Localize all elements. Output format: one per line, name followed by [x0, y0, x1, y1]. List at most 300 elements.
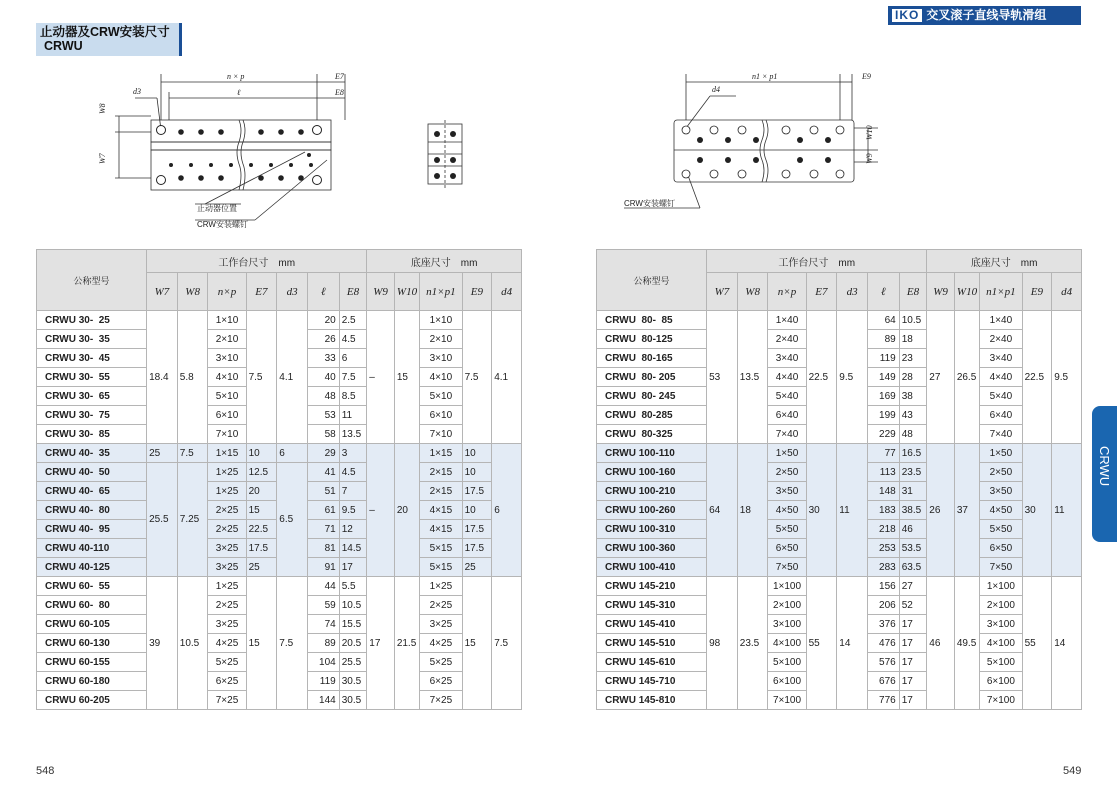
cell-l: 199 [867, 406, 899, 425]
cell-e8: 7.5 [339, 368, 367, 387]
cell-np: 3×25 [208, 539, 246, 558]
dim-e9-label: E9 [862, 72, 871, 81]
cell-np: 1×25 [208, 482, 246, 501]
cell-n1p1: 3×10 [420, 349, 462, 368]
cell-model: CRWU 60-205 [37, 691, 147, 710]
cell-n1p1: 3×100 [980, 615, 1022, 634]
cell-l: 81 [307, 539, 339, 558]
col-header-e9: E9 [1022, 273, 1052, 311]
cell-e7: 22.5 [246, 520, 277, 539]
col-header-w8: W8 [177, 273, 208, 311]
cell-w9: 26 [927, 444, 955, 577]
cell-e8: 4.5 [339, 330, 367, 349]
cell-w9: 46 [927, 577, 955, 710]
crw-screw-label-right: CRW安装螺钉 [624, 199, 675, 208]
cell-n1p1: 1×15 [420, 444, 462, 463]
cell-np: 1×15 [208, 444, 246, 463]
work-header: 工作台尺寸 mm [147, 250, 367, 273]
cell-l: 89 [307, 634, 339, 653]
cell-e7: 22.5 [806, 311, 837, 444]
cell-e8: 6 [339, 349, 367, 368]
cell-model: CRWU 100-160 [597, 463, 707, 482]
cell-l: 149 [867, 368, 899, 387]
cell-d3: 6.5 [277, 463, 308, 577]
cell-n1p1: 1×50 [980, 444, 1022, 463]
cell-w10: 26.5 [954, 311, 979, 444]
cell-w7: 25.5 [147, 463, 178, 577]
cell-e9: 15 [462, 577, 492, 710]
col-header-d4: d4 [1052, 273, 1082, 311]
cell-l: 376 [867, 615, 899, 634]
cell-np: 2×25 [208, 520, 246, 539]
dim-d4-label: d4 [712, 85, 720, 94]
cell-e7: 20 [246, 482, 277, 501]
cell-l: 74 [307, 615, 339, 634]
cell-e9: 17.5 [462, 520, 492, 539]
cell-d3: 4.1 [277, 311, 308, 444]
cell-w8: 23.5 [737, 577, 768, 710]
cell-e8: 38.5 [899, 501, 927, 520]
cell-e8: 17 [899, 615, 927, 634]
cell-l: 41 [307, 463, 339, 482]
dim-w9-label: W9 [865, 153, 874, 164]
cell-n1p1: 7×40 [980, 425, 1022, 444]
cell-e8: 17 [899, 634, 927, 653]
cell-model: CRWU 80- 205 [597, 368, 707, 387]
cell-np: 3×40 [768, 349, 806, 368]
cell-np: 2×40 [768, 330, 806, 349]
cell-np: 6×50 [768, 539, 806, 558]
table-row [37, 444, 522, 463]
cell-l: 58 [307, 425, 339, 444]
cell-l: 119 [307, 672, 339, 691]
cell-l: 676 [867, 672, 899, 691]
cell-model: CRWU 30- 75 [37, 406, 147, 425]
cell-l: 156 [867, 577, 899, 596]
col-header-e8: E8 [339, 273, 367, 311]
col-header-np: n×p [208, 273, 246, 311]
cell-np: 1×50 [768, 444, 806, 463]
col-header-e9: E9 [462, 273, 492, 311]
cell-e8: 46 [899, 520, 927, 539]
cell-model: CRWU 100-260 [597, 501, 707, 520]
cell-np: 6×10 [208, 406, 246, 425]
cell-model: CRWU 100-310 [597, 520, 707, 539]
cell-np: 5×40 [768, 387, 806, 406]
cell-l: 776 [867, 691, 899, 710]
base-header: 底座尺寸 mm [927, 250, 1082, 273]
cell-model: CRWU 40- 50 [37, 463, 147, 482]
cell-np: 5×100 [768, 653, 806, 672]
cell-l: 218 [867, 520, 899, 539]
cell-model: CRWU 60-155 [37, 653, 147, 672]
cell-np: 6×100 [768, 672, 806, 691]
cell-e8: 4.5 [339, 463, 367, 482]
cell-model: CRWU 145-410 [597, 615, 707, 634]
cell-model: CRWU 80-165 [597, 349, 707, 368]
cell-e9: 17.5 [462, 539, 492, 558]
cell-d4: 9.5 [1052, 311, 1082, 444]
cell-l: 29 [307, 444, 339, 463]
cell-n1p1: 5×50 [980, 520, 1022, 539]
cell-d3: 6 [277, 444, 308, 463]
side-index-tab[interactable] [1092, 406, 1117, 542]
cell-model: CRWU 60-180 [37, 672, 147, 691]
cell-np: 2×25 [208, 501, 246, 520]
cell-e8: 43 [899, 406, 927, 425]
cell-model: CRWU 60-105 [37, 615, 147, 634]
cell-e9: 7.5 [462, 311, 492, 444]
cell-w7: 39 [147, 577, 178, 710]
cell-e7: 15 [246, 501, 277, 520]
cell-e8: 23 [899, 349, 927, 368]
cell-np: 1×25 [208, 463, 246, 482]
cell-n1p1: 1×25 [420, 577, 462, 596]
col-header-l: ℓ [867, 273, 899, 311]
cell-np: 3×10 [208, 349, 246, 368]
cell-n1p1: 7×100 [980, 691, 1022, 710]
dim-np-label: n × p [227, 72, 245, 81]
cell-w9: 17 [367, 577, 395, 710]
cell-e8: 11 [339, 406, 367, 425]
cell-l: 89 [867, 330, 899, 349]
cell-e8: 17 [899, 691, 927, 710]
col-header-w9: W9 [927, 273, 955, 311]
cell-np: 7×100 [768, 691, 806, 710]
cell-model: CRWU 100-410 [597, 558, 707, 577]
col-header-e7: E7 [246, 273, 277, 311]
cell-np: 1×40 [768, 311, 806, 330]
drawing-left-top-view [95, 70, 365, 230]
cell-e8: 38 [899, 387, 927, 406]
cell-e8: 25.5 [339, 653, 367, 672]
cell-n1p1: 3×50 [980, 482, 1022, 501]
cell-e8: 20.5 [339, 634, 367, 653]
cell-l: 61 [307, 501, 339, 520]
cell-n1p1: 7×10 [420, 425, 462, 444]
cell-l: 53 [307, 406, 339, 425]
cell-w9: 27 [927, 311, 955, 444]
cell-e8: 30.5 [339, 672, 367, 691]
cell-l: 148 [867, 482, 899, 501]
brand-text: 交叉滚子直线导轨滑组 [926, 8, 1047, 22]
brand-logo: IKO [892, 9, 922, 22]
cell-model: CRWU 100-360 [597, 539, 707, 558]
cell-e7: 7.5 [246, 311, 277, 444]
cell-n1p1: 4×50 [980, 501, 1022, 520]
cell-model: CRWU 30- 45 [37, 349, 147, 368]
cell-np: 1×25 [208, 577, 246, 596]
cell-n1p1: 5×25 [420, 653, 462, 672]
cell-n1p1: 5×15 [420, 539, 462, 558]
cell-e8: 48 [899, 425, 927, 444]
col-header-n1p1: n1×p1 [420, 273, 462, 311]
dim-e8-label: E8 [335, 88, 344, 97]
cell-w7: 64 [707, 444, 738, 577]
cell-model: CRWU 145-210 [597, 577, 707, 596]
cell-e9: 55 [1022, 577, 1052, 710]
stopper-position-label: 止动器位置 [197, 204, 237, 213]
cell-model: CRWU 145-310 [597, 596, 707, 615]
cell-w7: 25 [147, 444, 178, 463]
cell-w8: 7.25 [177, 463, 208, 577]
cell-np: 3×50 [768, 482, 806, 501]
cell-n1p1: 5×100 [980, 653, 1022, 672]
cell-d4: 4.1 [492, 311, 522, 444]
cell-np: 3×25 [208, 615, 246, 634]
section-title-line2: CRWU [44, 39, 83, 53]
cell-np: 1×100 [768, 577, 806, 596]
cell-n1p1: 7×25 [420, 691, 462, 710]
cell-np: 4×50 [768, 501, 806, 520]
cell-w9: – [367, 311, 395, 444]
cell-np: 6×40 [768, 406, 806, 425]
cell-w8: 18 [737, 444, 768, 577]
model-header: 公称型号 [597, 250, 707, 311]
cell-n1p1: 2×15 [420, 463, 462, 482]
dim-w8-label: W8 [98, 103, 107, 114]
cell-model: CRWU 145-610 [597, 653, 707, 672]
col-header-d3: d3 [837, 273, 868, 311]
cell-l: 64 [867, 311, 899, 330]
cell-np: 5×25 [208, 653, 246, 672]
cell-l: 51 [307, 482, 339, 501]
cell-l: 183 [867, 501, 899, 520]
cell-model: CRWU 145-810 [597, 691, 707, 710]
cell-model: CRWU 60- 80 [37, 596, 147, 615]
cell-w8: 7.5 [177, 444, 208, 463]
col-header-l: ℓ [307, 273, 339, 311]
cell-n1p1: 3×25 [420, 615, 462, 634]
cell-n1p1: 5×10 [420, 387, 462, 406]
cell-e7: 10 [246, 444, 277, 463]
cell-w7: 98 [707, 577, 738, 710]
cell-e9: 30 [1022, 444, 1052, 577]
cell-n1p1: 4×15 [420, 520, 462, 539]
cell-e8: 28 [899, 368, 927, 387]
cell-n1p1: 3×40 [980, 349, 1022, 368]
table-row [37, 577, 522, 596]
cell-model: CRWU 145-710 [597, 672, 707, 691]
cell-e8: 7 [339, 482, 367, 501]
cell-e8: 3 [339, 444, 367, 463]
col-header-w9: W9 [367, 273, 395, 311]
cell-l: 206 [867, 596, 899, 615]
cell-model: CRWU 30- 65 [37, 387, 147, 406]
col-header-w10: W10 [954, 273, 979, 311]
dim-l-label: ℓ [237, 88, 241, 97]
cell-e7: 15 [246, 577, 277, 710]
cell-n1p1: 4×40 [980, 368, 1022, 387]
cell-model: CRWU 80- 245 [597, 387, 707, 406]
cell-l: 104 [307, 653, 339, 672]
cell-e8: 17 [899, 653, 927, 672]
cell-np: 7×40 [768, 425, 806, 444]
cell-w8: 13.5 [737, 311, 768, 444]
cell-np: 2×100 [768, 596, 806, 615]
col-header-e7: E7 [806, 273, 837, 311]
cell-d4: 14 [1052, 577, 1082, 710]
dim-w10-label: W10 [865, 125, 874, 140]
cell-w7: 18.4 [147, 311, 178, 444]
cell-n1p1: 4×15 [420, 501, 462, 520]
col-header-np: n×p [768, 273, 806, 311]
cell-np: 1×10 [208, 311, 246, 330]
cell-model: CRWU 100-210 [597, 482, 707, 501]
spec-table-right [596, 249, 1082, 710]
cell-l: 576 [867, 653, 899, 672]
cell-model: CRWU 60- 55 [37, 577, 147, 596]
cell-n1p1: 1×100 [980, 577, 1022, 596]
cell-e8: 53.5 [899, 539, 927, 558]
cell-n1p1: 6×100 [980, 672, 1022, 691]
cell-model: CRWU 30- 25 [37, 311, 147, 330]
cell-np: 3×25 [208, 558, 246, 577]
cell-l: 33 [307, 349, 339, 368]
table-row [597, 444, 1082, 463]
cell-np: 4×100 [768, 634, 806, 653]
page-number-left: 548 [36, 765, 55, 777]
page-number-right: 549 [1063, 765, 1082, 777]
cell-model: CRWU 80-285 [597, 406, 707, 425]
cell-np: 6×25 [208, 672, 246, 691]
cell-model: CRWU 80- 85 [597, 311, 707, 330]
cell-e7: 25 [246, 558, 277, 577]
cell-n1p1: 6×25 [420, 672, 462, 691]
cell-e8: 13.5 [339, 425, 367, 444]
cell-d3: 14 [837, 577, 868, 710]
cell-e8: 18 [899, 330, 927, 349]
cell-np: 2×25 [208, 596, 246, 615]
cell-e8: 27 [899, 577, 927, 596]
brand-banner [888, 6, 1081, 25]
col-header-w10: W10 [394, 273, 419, 311]
cell-l: 253 [867, 539, 899, 558]
dim-d3-label: d3 [133, 87, 141, 96]
cell-e8: 17 [339, 558, 367, 577]
cell-w10: 20 [394, 444, 419, 577]
spec-table-left [36, 249, 522, 710]
cell-model: CRWU 30- 55 [37, 368, 147, 387]
dim-w7-label: W7 [98, 153, 107, 164]
cell-l: 77 [867, 444, 899, 463]
cell-np: 7×10 [208, 425, 246, 444]
cell-model: CRWU 60-130 [37, 634, 147, 653]
cell-np: 7×25 [208, 691, 246, 710]
cell-model: CRWU 40- 65 [37, 482, 147, 501]
cell-w10: 37 [954, 444, 979, 577]
dim-n1p1-label: n1 × p1 [752, 72, 778, 81]
cell-model: CRWU 40- 80 [37, 501, 147, 520]
col-header-n1p1: n1×p1 [980, 273, 1022, 311]
cell-n1p1: 7×50 [980, 558, 1022, 577]
cell-d4: 6 [492, 444, 522, 577]
cell-e8: 5.5 [339, 577, 367, 596]
col-header-d3: d3 [277, 273, 308, 311]
cell-e8: 31 [899, 482, 927, 501]
cell-e8: 30.5 [339, 691, 367, 710]
cell-np: 2×50 [768, 463, 806, 482]
cell-e8: 14.5 [339, 539, 367, 558]
cell-n1p1: 1×40 [980, 311, 1022, 330]
cell-n1p1: 4×10 [420, 368, 462, 387]
cell-model: CRWU 80-125 [597, 330, 707, 349]
cell-n1p1: 2×50 [980, 463, 1022, 482]
cell-model: CRWU 40- 95 [37, 520, 147, 539]
cell-n1p1: 2×100 [980, 596, 1022, 615]
cell-e9: 22.5 [1022, 311, 1052, 444]
cell-l: 48 [307, 387, 339, 406]
cell-n1p1: 6×50 [980, 539, 1022, 558]
cell-e9: 10 [462, 463, 492, 482]
col-header-d4: d4 [492, 273, 522, 311]
col-header-w8: W8 [737, 273, 768, 311]
cell-w9: – [367, 444, 395, 577]
drawing-right-top-view [620, 70, 890, 215]
cell-e7: 17.5 [246, 539, 277, 558]
col-header-e8: E8 [899, 273, 927, 311]
cell-n1p1: 2×10 [420, 330, 462, 349]
drawing-left-side-view [424, 120, 466, 192]
cell-l: 91 [307, 558, 339, 577]
cell-e8: 8.5 [339, 387, 367, 406]
cell-e7: 30 [806, 444, 837, 577]
cell-e9: 10 [462, 444, 492, 463]
cell-w10: 15 [394, 311, 419, 444]
table-row [597, 311, 1082, 330]
section-title-line1: 止动器及CRW安装尺寸 [40, 25, 170, 39]
col-header-w7: W7 [707, 273, 738, 311]
cell-e8: 2.5 [339, 311, 367, 330]
cell-e8: 16.5 [899, 444, 927, 463]
dim-e7-label: E7 [335, 72, 344, 81]
cell-e8: 12 [339, 520, 367, 539]
section-title [36, 23, 182, 56]
cell-n1p1: 2×15 [420, 482, 462, 501]
cell-model: CRWU 145-510 [597, 634, 707, 653]
base-header: 底座尺寸 mm [367, 250, 522, 273]
cell-np: 3×100 [768, 615, 806, 634]
cell-np: 5×10 [208, 387, 246, 406]
cell-model: CRWU 80-325 [597, 425, 707, 444]
cell-e8: 10.5 [339, 596, 367, 615]
cell-d4: 11 [1052, 444, 1082, 577]
cell-np: 4×10 [208, 368, 246, 387]
cell-np: 4×25 [208, 634, 246, 653]
cell-l: 113 [867, 463, 899, 482]
cell-l: 169 [867, 387, 899, 406]
cell-e8: 52 [899, 596, 927, 615]
cell-e8: 9.5 [339, 501, 367, 520]
cell-e7: 12.5 [246, 463, 277, 482]
side-tab-label: CRWU [1097, 446, 1112, 487]
cell-l: 40 [307, 368, 339, 387]
cell-e7: 55 [806, 577, 837, 710]
cell-model: CRWU 100-110 [597, 444, 707, 463]
cell-l: 44 [307, 577, 339, 596]
cell-n1p1: 6×10 [420, 406, 462, 425]
cell-e9: 10 [462, 501, 492, 520]
cell-np: 4×40 [768, 368, 806, 387]
cell-np: 2×10 [208, 330, 246, 349]
cell-e8: 15.5 [339, 615, 367, 634]
cell-l: 476 [867, 634, 899, 653]
work-header: 工作台尺寸 mm [707, 250, 927, 273]
cell-e9: 17.5 [462, 482, 492, 501]
cell-l: 59 [307, 596, 339, 615]
cell-l: 26 [307, 330, 339, 349]
cell-w8: 10.5 [177, 577, 208, 710]
